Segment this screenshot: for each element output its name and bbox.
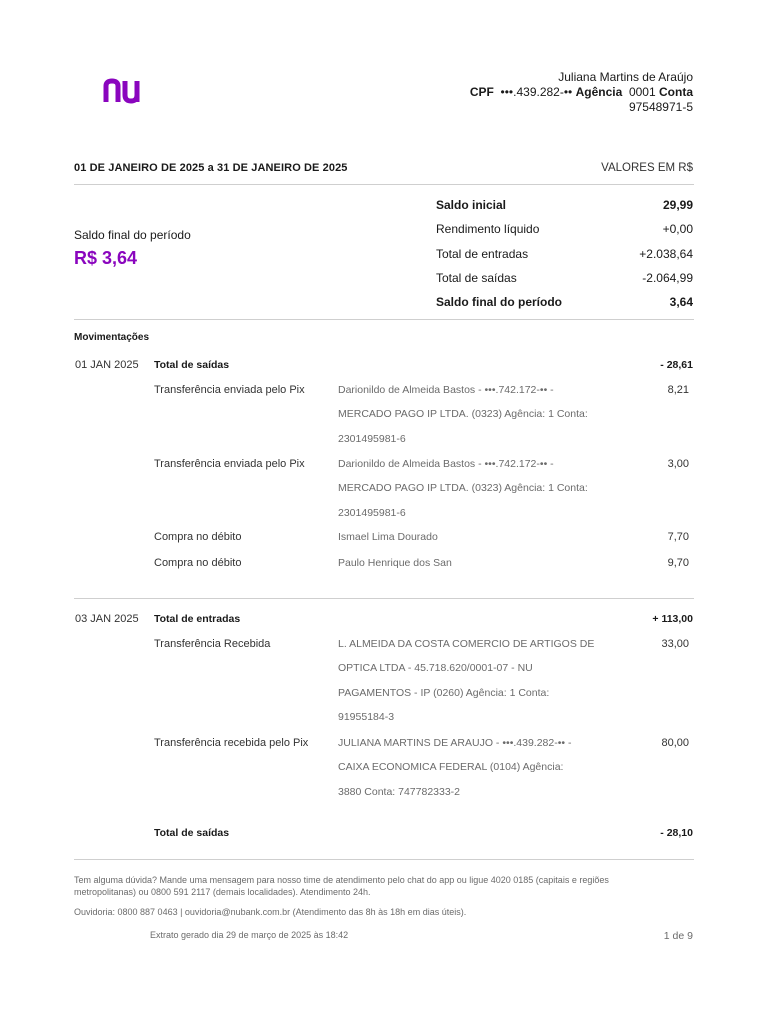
divider xyxy=(74,598,694,599)
transaction-detail: MERCADO PAGO IP LTDA. (0323) Agência: 1 Conta: xyxy=(338,408,588,420)
page-number: 1 de 9 xyxy=(663,930,693,942)
transaction-detail: L. ALMEIDA DA COSTA COMERCIO DE ARTIGOS DE xyxy=(338,638,595,650)
summary-value: 3,64 xyxy=(669,295,693,309)
transaction-amount: 9,70 xyxy=(667,557,689,569)
account-identifiers xyxy=(470,85,693,100)
transaction-detail: PAGAMENTOS - IP (0260) Agência: 1 Conta: xyxy=(338,687,550,699)
transaction-detail: JULIANA MARTINS DE ARAUJO - •••.439.282-•• - xyxy=(338,737,572,749)
transaction-description: Compra no débito xyxy=(154,557,242,569)
transaction-detail: 3880 Conta: 747782333-2 xyxy=(338,786,461,798)
group-total-value: - 28,10 xyxy=(660,827,693,839)
divider xyxy=(74,184,694,185)
transaction-detail: Ismael Lima Dourado xyxy=(338,531,438,543)
transaction-detail: 2301495981-6 xyxy=(338,507,406,519)
transaction-description: Transferência enviada pelo Pix xyxy=(154,458,305,470)
transaction-description: Transferência enviada pelo Pix xyxy=(154,384,305,396)
help-text xyxy=(74,874,674,898)
transaction-detail: 2301495981-6 xyxy=(338,433,406,445)
group-total-label: Total de saídas xyxy=(154,827,230,839)
transaction-detail: Paulo Henrique dos San xyxy=(338,557,452,569)
ouvidoria-text: Ouvidoria: 0800 887 0463 | ouvidoria@nubank.com.br (Atendimento das 8h às 18h em dias úteis). xyxy=(74,907,467,917)
transaction-amount: 80,00 xyxy=(661,737,689,749)
agencia-value: 0001 xyxy=(628,85,656,99)
summary-label: Saldo final do período xyxy=(436,295,562,309)
help-line: Tem alguma dúvida? Mande uma mensagem para nosso time de atendimento pelo chat do app ou ligue 4020 0185 (capitais e regiões xyxy=(74,875,609,885)
transaction-amount: 8,21 xyxy=(667,384,689,396)
group-total-label: Total de saídas xyxy=(154,359,230,371)
period-range: 01 DE JANEIRO DE 2025 a 31 DE JANEIRO DE 2025 xyxy=(74,162,348,174)
group-total-value: + 113,00 xyxy=(652,613,693,625)
transaction-detail: OPTICA LTDA - 45.718.620/0001-07 - NU xyxy=(338,662,533,674)
currency-note: VALORES EM R$ xyxy=(601,162,693,174)
transaction-amount: 3,00 xyxy=(667,458,689,470)
final-balance-label: Saldo final do período xyxy=(74,228,191,242)
transaction-description: Transferência Recebida xyxy=(154,638,271,650)
generated-date: Extrato gerado dia 29 de março de 2025 às 18:42 xyxy=(150,930,349,940)
summary-label: Total de saídas xyxy=(436,271,517,285)
conta-value: 97548971-5 xyxy=(628,100,693,114)
agencia-label: Agência xyxy=(575,85,623,99)
transaction-detail: CAIXA ECONOMICA FEDERAL (0104) Agência: xyxy=(338,761,564,773)
movements-title: Movimentações xyxy=(74,332,150,343)
group-total-label: Total de entradas xyxy=(154,613,241,625)
final-balance-value: R$ 3,64 xyxy=(74,248,138,268)
holder-name: Juliana Martins de Araújo xyxy=(558,70,693,84)
transaction-amount: 7,70 xyxy=(667,531,689,543)
help-line: metropolitanas) ou 0800 591 2117 (demais localidades). Atendimento 24h. xyxy=(74,887,371,897)
transaction-description: Transferência recebida pelo Pix xyxy=(154,737,309,749)
summary-label: Rendimento líquido xyxy=(436,222,540,236)
summary-label: Total de entradas xyxy=(436,247,529,261)
transaction-detail: 91955184-3 xyxy=(338,711,395,723)
cpf-value: •••.439.282-•• xyxy=(500,85,573,99)
summary-value: +2.038,64 xyxy=(639,247,693,261)
transaction-description: Compra no débito xyxy=(154,531,242,543)
group-total-value: - 28,61 xyxy=(660,359,693,371)
transaction-amount: 33,00 xyxy=(661,638,689,650)
summary-label: Saldo inicial xyxy=(436,198,507,212)
divider xyxy=(74,859,694,860)
summary-value: +0,00 xyxy=(662,222,693,236)
summary-value: -2.064,99 xyxy=(642,271,693,285)
nu-logo xyxy=(103,78,149,104)
transaction-detail: MERCADO PAGO IP LTDA. (0323) Agência: 1 Conta: xyxy=(338,482,588,494)
transaction-detail: Darionildo de Almeida Bastos - •••.742.172-•• - xyxy=(338,384,554,396)
transaction-detail: Darionildo de Almeida Bastos - •••.742.172-•• - xyxy=(338,458,554,470)
cpf-label: CPF xyxy=(469,85,494,99)
conta-label: Conta xyxy=(659,85,693,99)
movement-date: 03 JAN 2025 xyxy=(75,613,139,625)
summary-value: 29,99 xyxy=(662,198,693,212)
divider xyxy=(74,319,694,320)
movement-date: 01 JAN 2025 xyxy=(75,359,139,371)
